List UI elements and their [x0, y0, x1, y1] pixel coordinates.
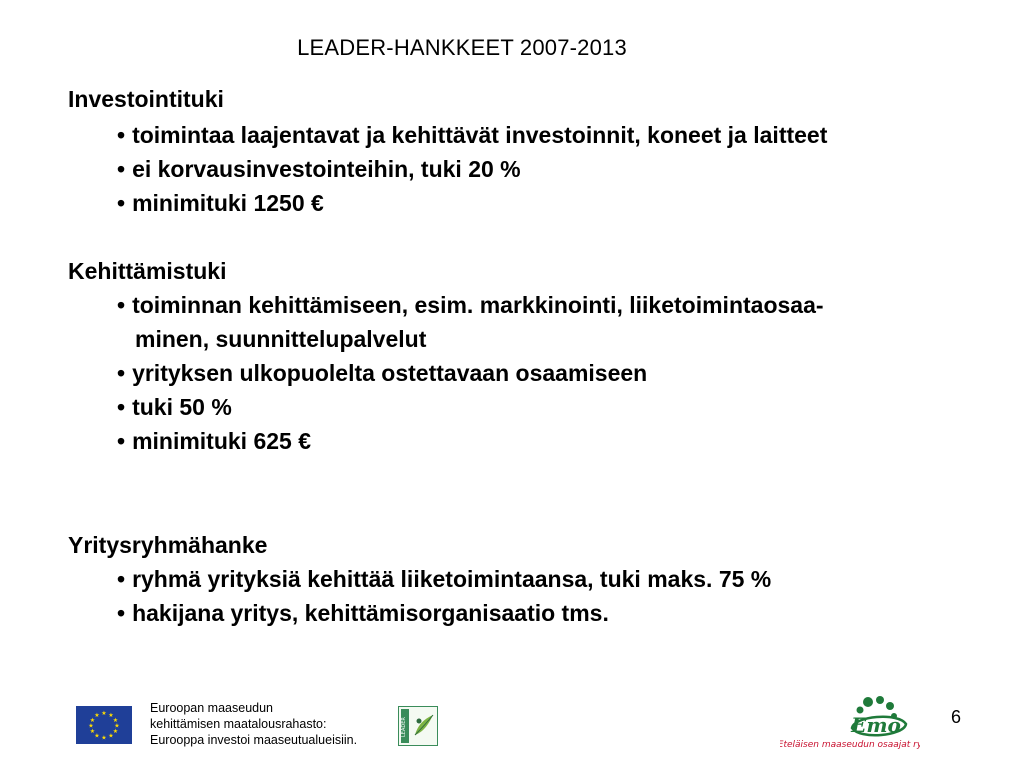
leader-logo: [398, 706, 438, 746]
slide-title: LEADER-HANKKEET 2007-2013: [297, 35, 627, 60]
svg-text:★: ★: [112, 717, 119, 724]
bullet-item: • ei korvausinvestointeihin, tuki 20 %: [117, 156, 521, 182]
page-number: 6: [951, 707, 962, 727]
section-heading-kehittamistuki: Kehittämistuki: [68, 258, 227, 284]
bullet-continuation: minen, suunnittelupalvelut: [135, 326, 427, 352]
svg-text:★: ★: [101, 734, 107, 742]
leader-leaf-icon: [399, 707, 437, 745]
bullet-item: • yrityksen ulkopuolelta ostettavaan osaamiseen: [117, 360, 648, 386]
svg-text:★: ★: [108, 712, 114, 719]
eu-stars-icon: [76, 706, 132, 744]
svg-text:★: ★: [89, 717, 96, 724]
section-heading-investointituki: Investointituki: [68, 86, 224, 112]
bullet-item: • minimituki 1250 €: [117, 190, 324, 216]
svg-text:★: ★: [89, 728, 96, 735]
svg-text:★: ★: [88, 722, 94, 730]
bullet-item: • toiminnan kehittämiseen, esim. markkinointi, liiketoimintaosaa-: [117, 292, 824, 318]
svg-text:★: ★: [101, 710, 107, 717]
bullet-item: • hakijana yritys, kehittämisorganisaatio tms.: [117, 600, 609, 626]
eu-text-line: Eurooppa investoi maaseutualueisiin.: [150, 733, 358, 747]
leader-logo-label: LEADER: [401, 717, 407, 737]
svg-text:★: ★: [94, 732, 100, 740]
svg-text:★: ★: [94, 712, 100, 719]
eu-fund-text: [150, 700, 357, 748]
eu-flag-logo: [76, 706, 132, 744]
bullet-item: • toimintaa laajentavat ja kehittävät investoinnit, koneet ja laitteet: [117, 122, 828, 148]
svg-text:★: ★: [112, 728, 119, 735]
emo-logo: [780, 692, 920, 752]
svg-text:★: ★: [108, 732, 114, 740]
emo-tagline: Eteläisen maaseudun osaajat ry: [780, 740, 920, 750]
bullet-item: • tuki 50 %: [117, 394, 232, 420]
bullet-item: • minimituki 625 €: [117, 428, 312, 454]
eu-text-line: Euroopan maaseudun: [150, 701, 274, 715]
eu-text-line: kehittämisen maatalousrahasto:: [150, 717, 327, 731]
emo-logo-wordmark: Emo: [851, 713, 901, 737]
bullet-item: • ryhmä yrityksiä kehittää liiketoimintaansa, tuki maks. 75 %: [117, 566, 772, 592]
section-heading-yritysryhmahanke: Yritysryhmähanke: [68, 532, 268, 558]
svg-text:★: ★: [114, 722, 120, 730]
